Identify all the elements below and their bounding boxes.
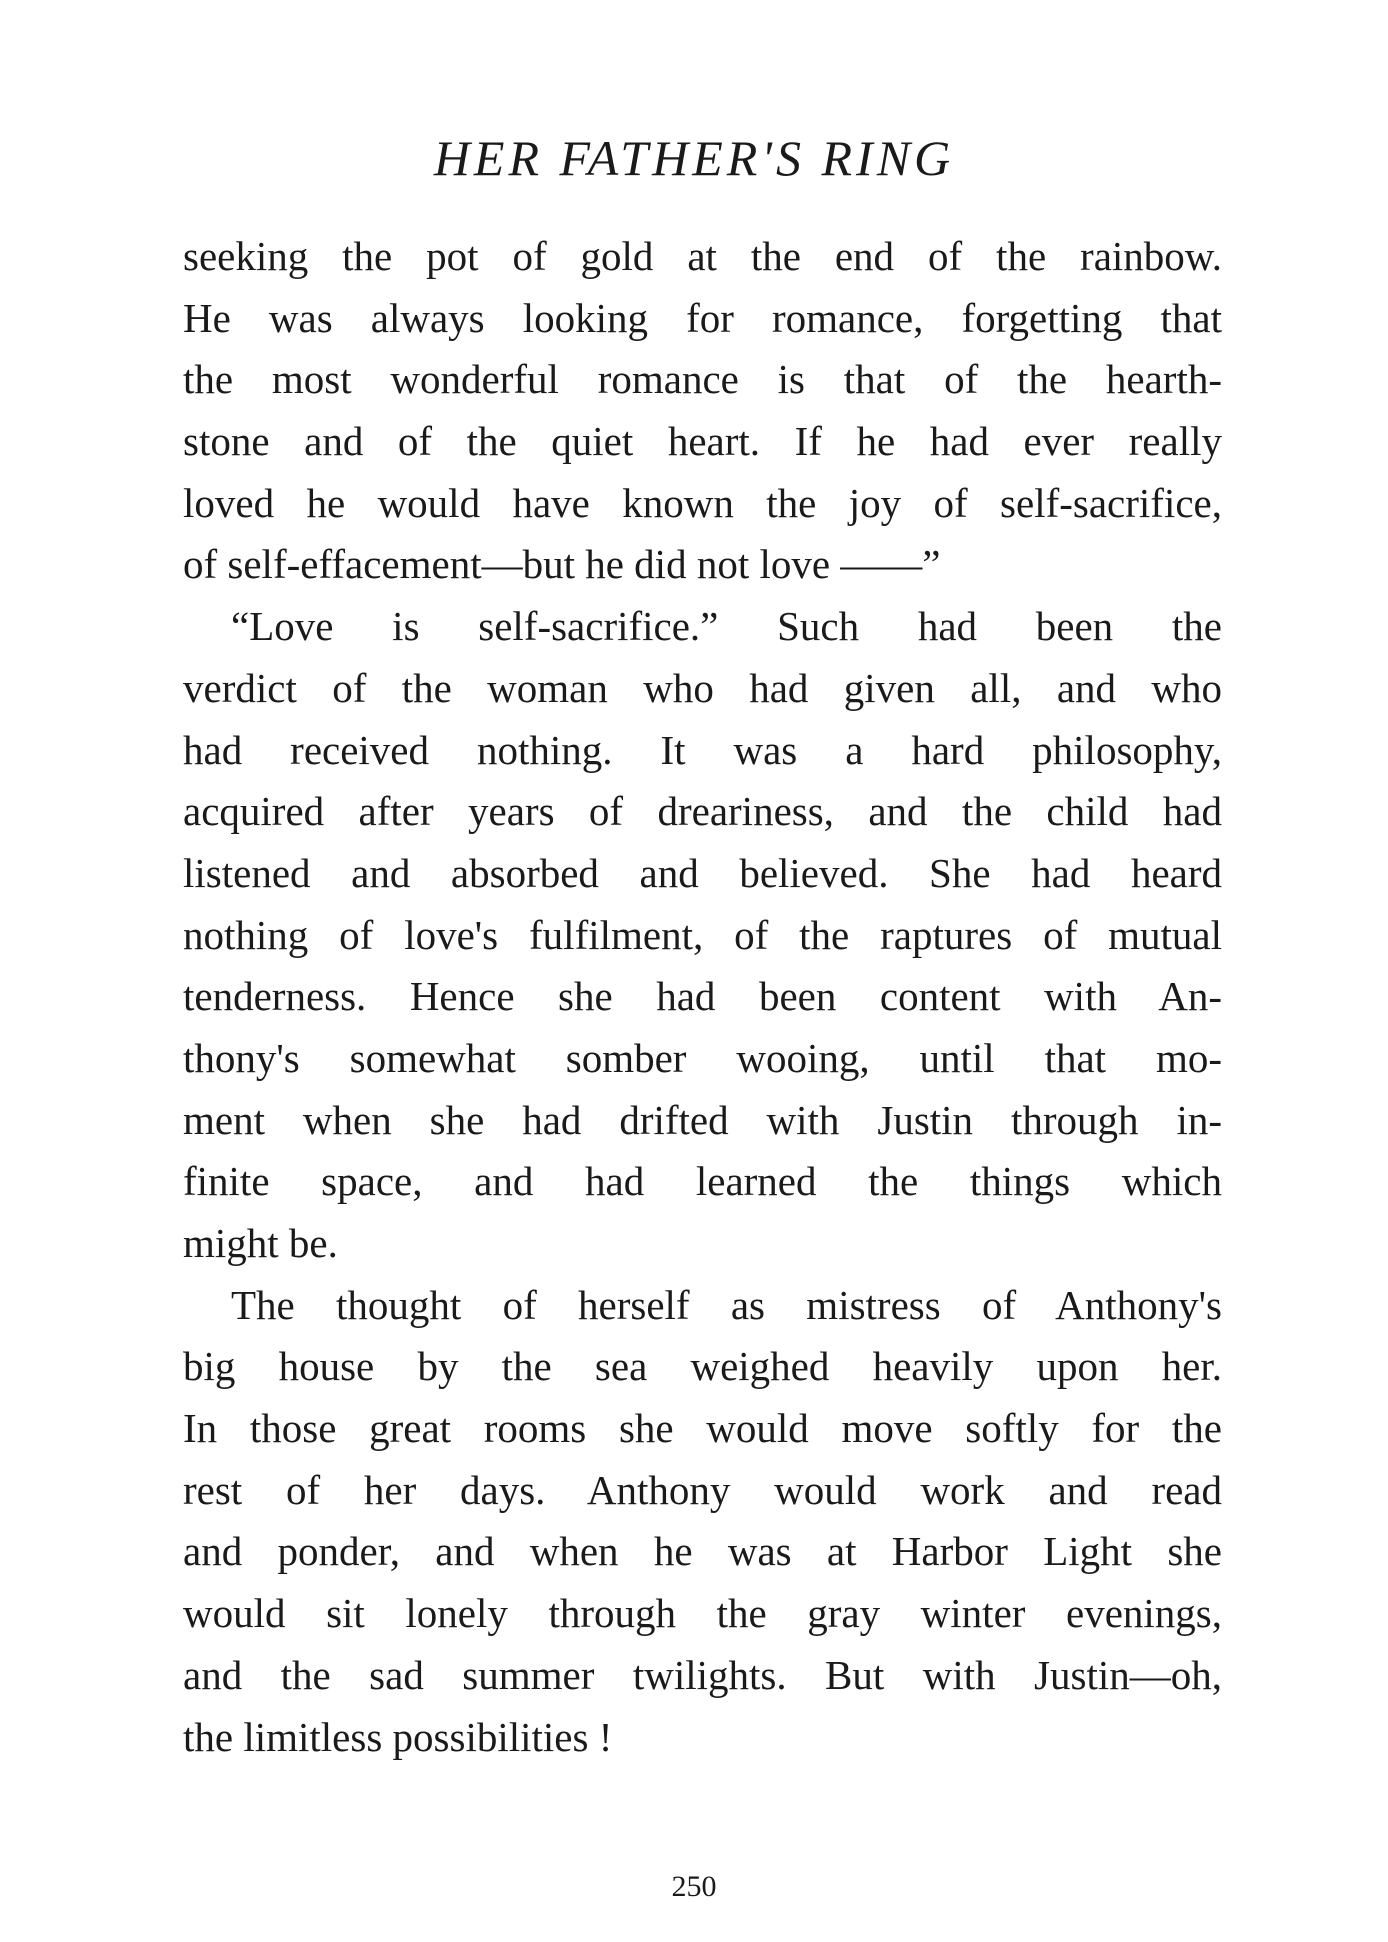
text-line: stone and of the quiet heart. If he had ever really [183,418,1222,465]
running-head: HER FATHER'S RING [433,130,955,186]
text-line: loved he would have known the joy of self-sacrifice, [183,479,1222,526]
text-line: might be. [183,1220,338,1266]
text-line: The thought of herself as mistress of Anthony's [231,1281,1222,1328]
page-number: 250 [671,1870,717,1903]
text-line: He was always looking for romance, forgetting that [183,294,1222,341]
text-line: verdict of the woman who had given all, and who [183,664,1222,711]
text-line: had received nothing. It was a hard philosophy, [183,726,1222,773]
text-line: thony's somewhat somber wooing, until that mo- [183,1034,1222,1081]
text-line: nothing of love's fulfilment, of the raptures of mutual [183,911,1222,958]
text-line: and the sad summer twilights. But with Justin—oh, [183,1651,1222,1698]
text-line: of self-effacement—but he did not love ——” [183,541,941,588]
text-line: seeking the pot of gold at the end of the rainbow. [183,233,1222,279]
text-line: would sit lonely through the gray winter evenings, [183,1590,1222,1637]
text-line: tenderness. Hence she had been content with An- [183,973,1222,1020]
text-line: the most wonderful romance is that of the hearth- [183,356,1222,403]
text-line: finite space, and had learned the things which [183,1158,1222,1205]
text-line: listened and absorbed and believed. She had heard [183,849,1222,896]
text-line: In those great rooms she would move softly for the [183,1405,1222,1452]
text-line: ment when she had drifted with Justin through in- [183,1096,1222,1143]
text-line: “Love is self-sacrifice.” Such had been the [231,603,1222,650]
text-line: and ponder, and when he was at Harbor Light she [183,1528,1222,1575]
text-line: acquired after years of dreariness, and the child had [183,788,1222,835]
text-line: big house by the sea weighed heavily upon her. [183,1343,1222,1390]
text-line: rest of her days. Anthony would work and read [183,1466,1222,1513]
text-line: the limitless possibilities ! [183,1713,613,1760]
body-text [183,226,1222,1768]
